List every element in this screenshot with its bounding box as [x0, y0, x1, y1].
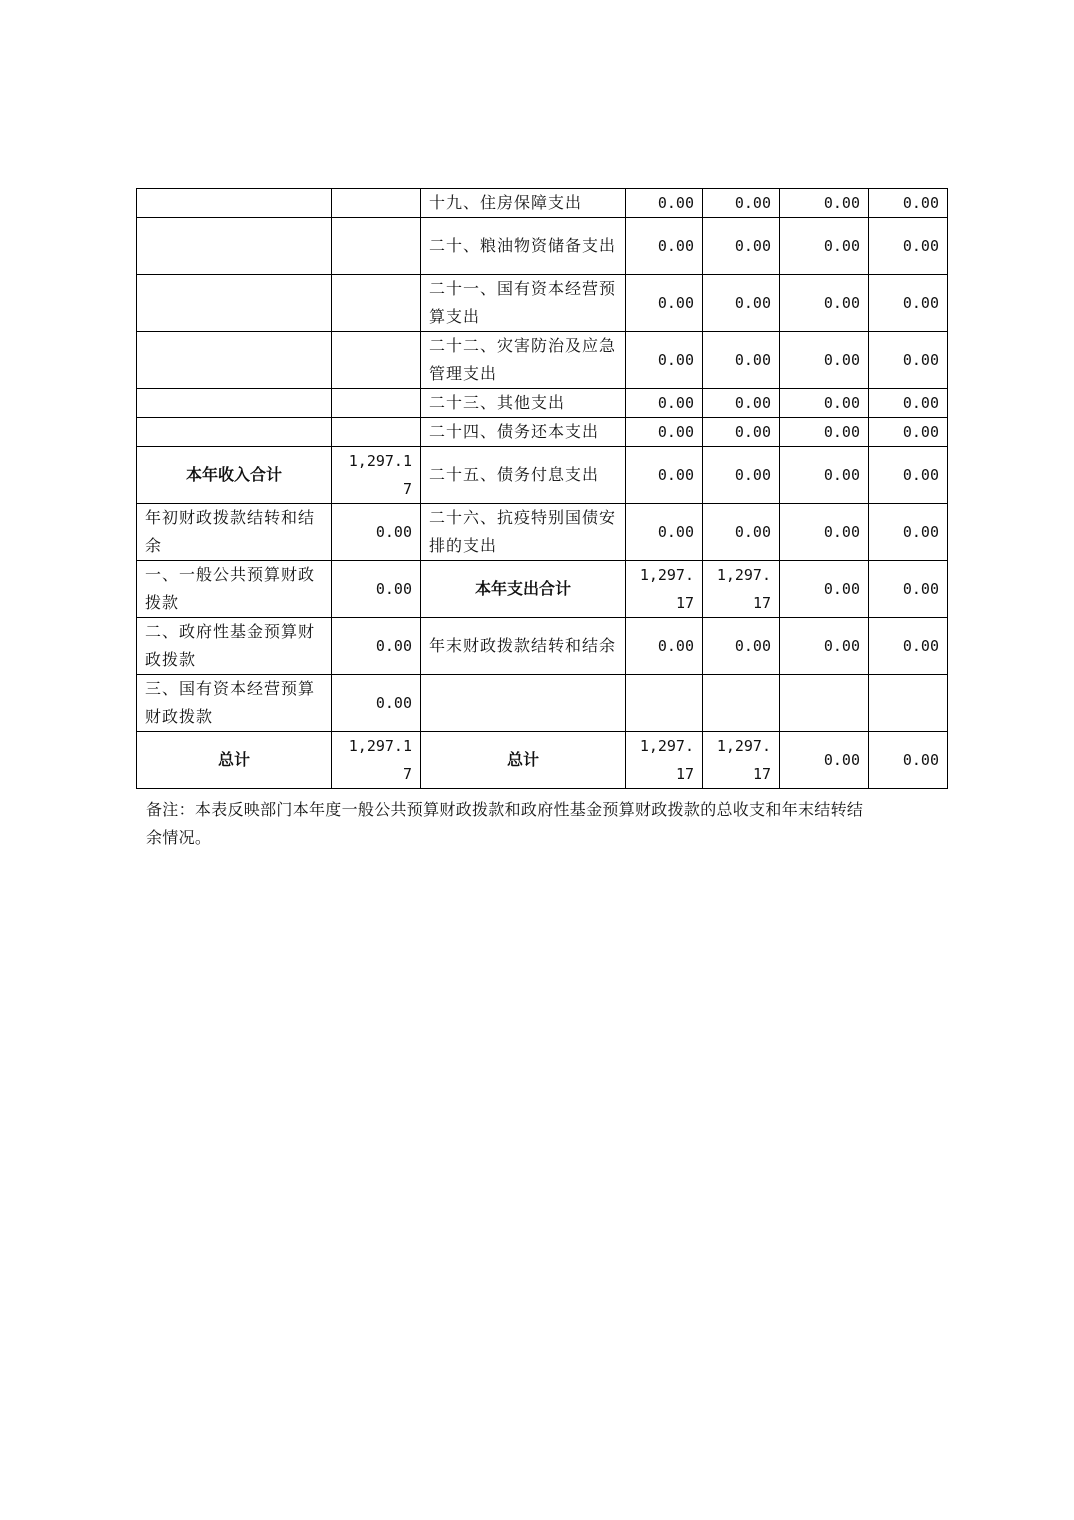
expense-value-2: 0.00	[703, 389, 780, 418]
expense-value-1: 1,297.17	[626, 732, 703, 789]
table-row	[137, 675, 948, 732]
expense-value-1: 0.00	[626, 275, 703, 332]
income-label: 二、政府性基金预算财政拨款	[137, 618, 332, 675]
income-label: 一、一般公共预算财政拨款	[137, 561, 332, 618]
table-row	[137, 561, 948, 618]
expense-value-4: 0.00	[869, 504, 948, 561]
expense-label: 二十三、其他支出	[421, 389, 626, 418]
expense-value-1: 0.00	[626, 332, 703, 389]
expense-value-1	[626, 675, 703, 732]
expense-value-3: 0.00	[780, 332, 869, 389]
expense-label: 年末财政拨款结转和结余	[421, 618, 626, 675]
expense-value-1: 0.00	[626, 504, 703, 561]
expense-total-label: 本年支出合计	[421, 561, 626, 618]
expense-grand-total-label: 总计	[421, 732, 626, 789]
income-label	[137, 332, 332, 389]
expense-value-3	[780, 675, 869, 732]
table-row	[137, 189, 948, 218]
income-value	[332, 332, 421, 389]
expense-value-3: 0.00	[780, 561, 869, 618]
expense-value-2: 0.00	[703, 189, 780, 218]
expense-value-3: 0.00	[780, 418, 869, 447]
expense-label: 二十五、债务付息支出	[421, 447, 626, 504]
table-row	[137, 275, 948, 332]
income-value: 0.00	[332, 504, 421, 561]
expense-value-4: 0.00	[869, 561, 948, 618]
expense-value-2	[703, 675, 780, 732]
income-value: 0.00	[332, 675, 421, 732]
grand-total-row	[137, 732, 948, 789]
expense-value-2: 0.00	[703, 332, 780, 389]
expense-label: 二十二、灾害防治及应急管理支出	[421, 332, 626, 389]
income-label	[137, 189, 332, 218]
expense-label	[421, 675, 626, 732]
income-value: 0.00	[332, 561, 421, 618]
expense-value-4: 0.00	[869, 275, 948, 332]
income-total-label: 本年收入合计	[137, 447, 332, 504]
expense-value-3: 0.00	[780, 218, 869, 275]
expense-value-2: 1,297.17	[703, 561, 780, 618]
income-value: 1,297.17	[332, 447, 421, 504]
expense-value-4	[869, 675, 948, 732]
expense-value-1: 0.00	[626, 189, 703, 218]
income-grand-total-label: 总计	[137, 732, 332, 789]
income-value: 0.00	[332, 618, 421, 675]
expense-value-2: 1,297.17	[703, 732, 780, 789]
income-label: 三、国有资本经营预算财政拨款	[137, 675, 332, 732]
table-row	[137, 418, 948, 447]
expense-value-3: 0.00	[780, 275, 869, 332]
expense-value-1: 0.00	[626, 218, 703, 275]
income-value	[332, 218, 421, 275]
income-label	[137, 218, 332, 275]
expense-value-1: 0.00	[626, 389, 703, 418]
budget-table	[136, 188, 948, 789]
table-row	[137, 218, 948, 275]
expense-label: 二十一、国有资本经营预算支出	[421, 275, 626, 332]
income-label	[137, 389, 332, 418]
income-label	[137, 418, 332, 447]
expense-value-4: 0.00	[869, 218, 948, 275]
expense-value-4: 0.00	[869, 389, 948, 418]
income-label	[137, 275, 332, 332]
expense-value-1: 1,297.17	[626, 561, 703, 618]
income-label: 年初财政拨款结转和结余	[137, 504, 332, 561]
expense-value-1: 0.00	[626, 618, 703, 675]
income-grand-total-value: 1,297.17	[332, 732, 421, 789]
expense-value-4: 0.00	[869, 618, 948, 675]
expense-label: 二十四、债务还本支出	[421, 418, 626, 447]
expense-value-2: 0.00	[703, 504, 780, 561]
expense-value-4: 0.00	[869, 418, 948, 447]
expense-value-2: 0.00	[703, 618, 780, 675]
income-value	[332, 418, 421, 447]
table-row	[137, 332, 948, 389]
expense-value-3: 0.00	[780, 732, 869, 789]
table-row	[137, 618, 948, 675]
expense-value-4: 0.00	[869, 732, 948, 789]
expense-value-2: 0.00	[703, 418, 780, 447]
expense-value-4: 0.00	[869, 447, 948, 504]
expense-value-3: 0.00	[780, 504, 869, 561]
expense-value-1: 0.00	[626, 418, 703, 447]
expense-value-4: 0.00	[869, 189, 948, 218]
expense-value-2: 0.00	[703, 218, 780, 275]
expense-value-2: 0.00	[703, 447, 780, 504]
expense-label: 十九、住房保障支出	[421, 189, 626, 218]
table-footnote: 备注：本表反映部门本年度一般公共预算财政拨款和政府性基金预算财政拨款的总收支和年末结转结余情况。	[146, 800, 864, 847]
expense-value-3: 0.00	[780, 618, 869, 675]
expense-label: 二十六、抗疫特别国债安排的支出	[421, 504, 626, 561]
expense-value-3: 0.00	[780, 447, 869, 504]
expense-value-3: 0.00	[780, 189, 869, 218]
expense-value-4: 0.00	[869, 332, 948, 389]
income-value	[332, 275, 421, 332]
table-row	[137, 389, 948, 418]
income-value	[332, 389, 421, 418]
expense-value-3: 0.00	[780, 389, 869, 418]
table-row	[137, 504, 948, 561]
expense-value-2: 0.00	[703, 275, 780, 332]
table-row	[137, 447, 948, 504]
expense-value-1: 0.00	[626, 447, 703, 504]
expense-label: 二十、粮油物资储备支出	[421, 218, 626, 275]
income-value	[332, 189, 421, 218]
